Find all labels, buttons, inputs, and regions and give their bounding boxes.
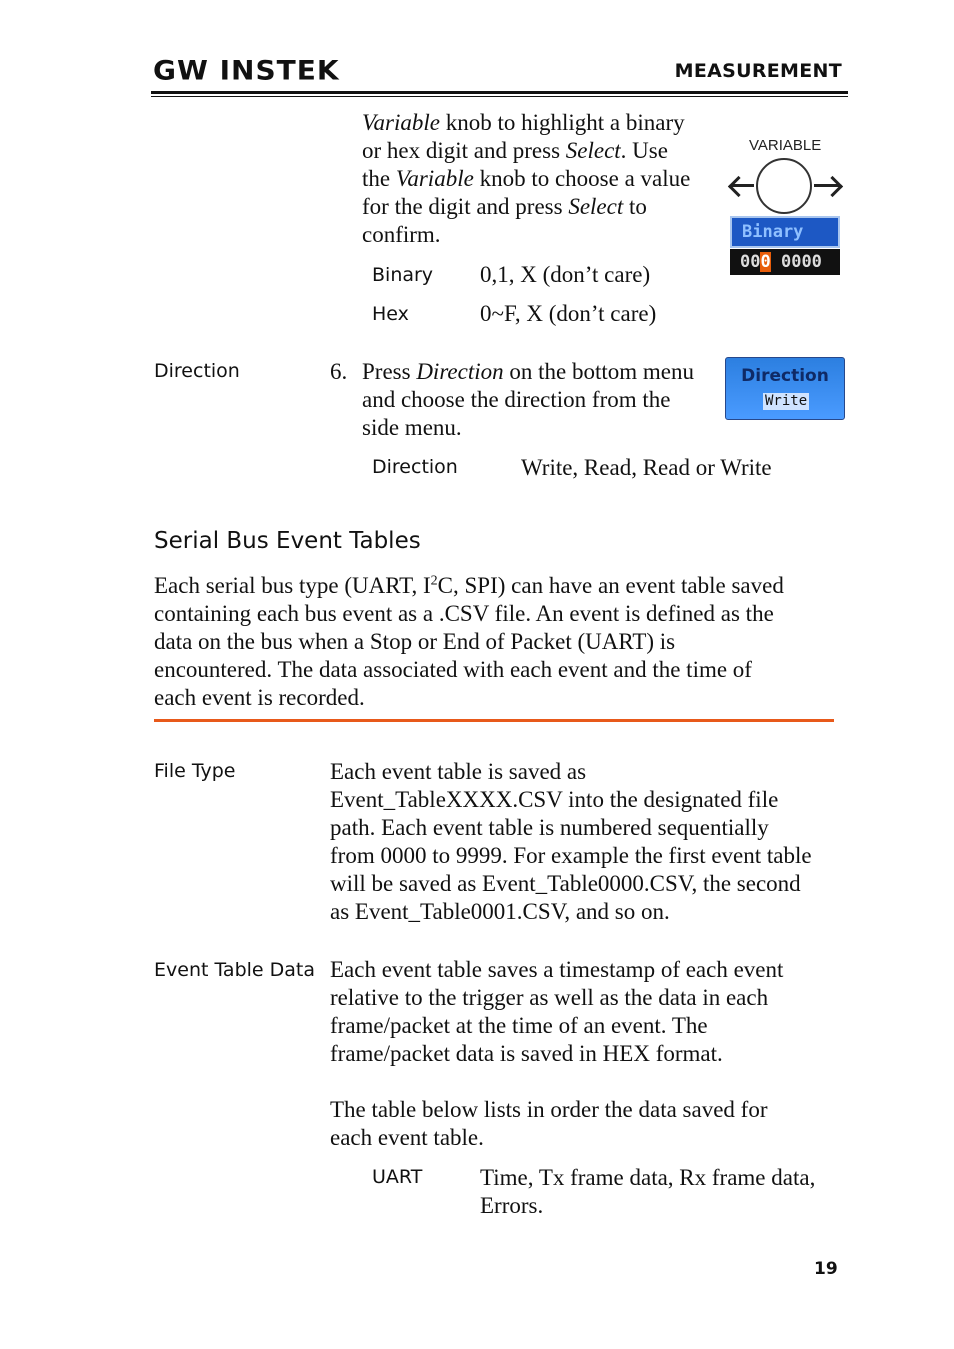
header-rule	[151, 91, 848, 94]
file-type-line-4: from 0000 to 9999. For example the first event table	[330, 843, 812, 868]
event-table-line-6: each event table.	[330, 1125, 484, 1150]
event-table-data-text-2	[330, 1096, 845, 1152]
direction-menu-button	[725, 357, 845, 420]
direction-step-line-2: and choose the direction from the	[362, 387, 671, 412]
direction-row-value: Write, Read, Read or Write	[521, 455, 772, 480]
file-type-text	[330, 758, 845, 926]
section-title: MEASUREMENT	[674, 60, 842, 82]
variable-knob-icon	[756, 158, 812, 214]
serial-bus-line-4: encountered. The data associated with each event and the time of	[154, 657, 752, 682]
event-table-line-3: frame/packet at the time of an event. The	[330, 1013, 708, 1038]
file-type-line-3: path. Each event table is numbered sequentially	[330, 815, 769, 840]
event-table-line-5: The table below lists in order the data saved for	[330, 1097, 768, 1122]
event-table-line-4: frame/packet data is saved in HEX format.	[330, 1041, 723, 1066]
event-table-line-1: Each event table saves a timestamp of each event	[330, 957, 784, 982]
variable-step-text	[362, 109, 722, 249]
direction-widget-value: Write	[765, 393, 808, 409]
gw-instek-logo: GW INSTEK	[153, 54, 340, 87]
event-table-line-2: relative to the trigger as well as the data in each	[330, 985, 769, 1010]
uart-row-value	[480, 1164, 850, 1220]
direction-step-number: 6.	[330, 359, 348, 384]
variable-step-line-5: confirm.	[362, 222, 441, 247]
binary-widget-title: Binary	[730, 216, 840, 248]
serial-bus-line-5: each event is recorded.	[154, 685, 365, 710]
variable-step-line-2: or hex digit and press Select. Use	[362, 138, 668, 163]
hex-row-value: 0~F, X (don’t care)	[480, 301, 657, 326]
section-divider	[154, 719, 834, 722]
direction-widget-title: Direction	[741, 366, 829, 386]
variable-step-line-3: the Variable knob to choose a value	[362, 166, 691, 191]
serial-bus-line-2: containing each bus event as a .CSV file. An event is defined as the	[154, 601, 774, 626]
uart-value-line-2: Errors.	[480, 1193, 544, 1218]
direction-row-label: Direction	[372, 456, 458, 478]
serial-bus-line-1: Each serial bus type (UART, $I^2C$, SPI) can have an event table saved	[154, 573, 784, 598]
serial-bus-paragraph	[154, 572, 844, 712]
file-type-line-6: as Event_Table0001.CSV, and so on.	[330, 899, 670, 924]
file-type-line-5: will be saved as Event_Table0000.CSV, the second	[330, 871, 801, 896]
page-number: 19	[814, 1259, 838, 1279]
arrow-right-head-icon	[822, 176, 843, 197]
file-type-line-2: Event_TableXXXX.CSV into the designated file	[330, 787, 779, 812]
file-type-line-1: Each event table is saved as	[330, 759, 587, 784]
variable-knob-label: VARIABLE	[749, 137, 822, 154]
binary-highlighted-digit: 0	[760, 252, 771, 272]
binary-row-label: Binary	[372, 264, 434, 286]
binary-widget-value: 000 0000	[730, 249, 840, 275]
direction-section-label: Direction	[154, 360, 240, 382]
direction-step-text	[362, 358, 727, 442]
file-type-label: File Type	[154, 760, 236, 782]
header-rule-thin	[151, 96, 848, 97]
direction-step-line-3: side menu.	[362, 415, 462, 440]
serial-bus-line-3: data on the bus when a Stop or End of Packet (UART) is	[154, 629, 676, 654]
hex-row-label: Hex	[372, 303, 409, 325]
arrow-left-head-icon	[728, 176, 749, 197]
variable-step-line-4: for the digit and press Select to	[362, 194, 647, 219]
event-table-data-label: Event Table Data	[154, 959, 316, 981]
serial-bus-heading: Serial Bus Event Tables	[154, 528, 421, 554]
binary-row-value: 0,1, X (don’t care)	[480, 262, 651, 287]
event-table-data-text	[330, 956, 845, 1068]
uart-row-label: UART	[372, 1166, 423, 1188]
binary-menu-widget	[730, 216, 840, 276]
variable-step-line-1: Variable knob to highlight a binary	[362, 110, 685, 135]
uart-value-line-1: Time, Tx frame data, Rx frame data,	[480, 1165, 816, 1190]
direction-step-line-1: Press Direction on the bottom menu	[362, 359, 694, 384]
